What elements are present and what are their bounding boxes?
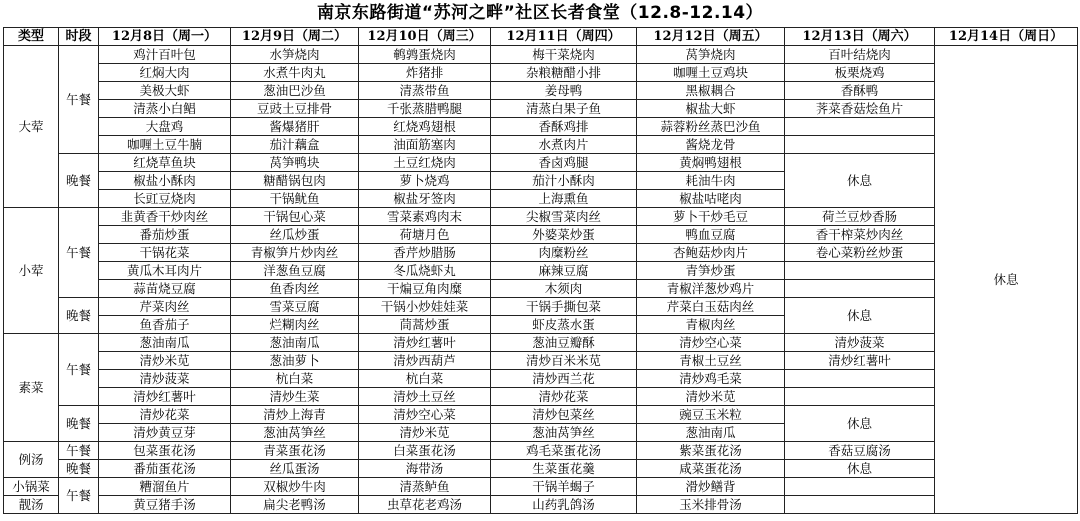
dish-cell: 青椒肉丝 xyxy=(637,316,785,334)
table-row xyxy=(4,334,1078,352)
dish-cell: 土豆红烧肉 xyxy=(359,154,491,172)
dish-cell: 清炒上海青 xyxy=(231,406,359,424)
dish-cell: 休息 xyxy=(785,460,935,478)
dish-cell: 葱油南瓜 xyxy=(99,334,231,352)
dish-cell: 清炒红薯叶 xyxy=(99,388,231,406)
dish-cell: 清炒米苋 xyxy=(359,424,491,442)
dish-cell: 虫草花老鸡汤 xyxy=(359,496,491,514)
dish-cell: 水煮肉片 xyxy=(491,136,637,154)
dish-cell: 葱油豆瓣酥 xyxy=(491,334,637,352)
dish-cell: 干锅小炒娃娃菜 xyxy=(359,298,491,316)
dish-cell xyxy=(785,496,935,514)
dish-cell: 咖喱土豆鸡块 xyxy=(637,64,785,82)
menu-table xyxy=(3,27,1078,514)
dish-cell: 丝瓜炒蛋 xyxy=(231,226,359,244)
dish-cell: 青笋炒蛋 xyxy=(637,262,785,280)
table-row xyxy=(4,442,1078,460)
dish-cell: 香干榨菜炒肉丝 xyxy=(785,226,935,244)
dish-cell: 萝卜烧鸡 xyxy=(359,172,491,190)
dish-cell: 清炒空心菜 xyxy=(359,406,491,424)
dish-cell: 黑椒耦合 xyxy=(637,82,785,100)
dish-cell: 椒盐小酥肉 xyxy=(99,172,231,190)
dish-cell: 莴笋烧肉 xyxy=(637,46,785,64)
dish-cell: 海带汤 xyxy=(359,460,491,478)
table-row xyxy=(4,154,1078,172)
dish-cell: 清炒黄豆芽 xyxy=(99,424,231,442)
dish-cell: 番茄蛋花汤 xyxy=(99,460,231,478)
table-row xyxy=(4,46,1078,64)
table-row xyxy=(4,298,1078,316)
dish-cell: 黄瓜木耳肉片 xyxy=(99,262,231,280)
dish-cell: 麻辣豆腐 xyxy=(491,262,637,280)
table-row xyxy=(4,226,1078,244)
category-cell: 例汤 xyxy=(4,442,59,478)
category-cell: 大荤 xyxy=(4,46,59,208)
dish-cell: 糖醋锅包肉 xyxy=(231,172,359,190)
header-day-tue: 12月9日（周二） xyxy=(231,28,359,46)
dish-cell: 冬瓜烧虾丸 xyxy=(359,262,491,280)
dish-cell: 葱油萝卜 xyxy=(231,352,359,370)
dish-cell: 糟溜鱼片 xyxy=(99,478,231,496)
dish-cell: 红烧鸡翅根 xyxy=(359,118,491,136)
dish-cell: 白菜蛋花汤 xyxy=(359,442,491,460)
dish-cell: 鸡毛菜蛋花汤 xyxy=(491,442,637,460)
dish-cell: 丝瓜蛋汤 xyxy=(231,460,359,478)
dish-cell: 茄汁藕盒 xyxy=(231,136,359,154)
dish-cell: 杭白菜 xyxy=(359,370,491,388)
meal-cell: 晚餐 xyxy=(59,298,99,334)
dish-cell: 鱼香茄子 xyxy=(99,316,231,334)
header-day-sat: 12月13日（周六） xyxy=(785,28,935,46)
dish-cell: 咸菜蛋花汤 xyxy=(637,460,785,478)
dish-cell: 青椒洋葱炒鸡片 xyxy=(637,280,785,298)
dish-cell: 葱油南瓜 xyxy=(637,424,785,442)
dish-cell: 洋葱鱼豆腐 xyxy=(231,262,359,280)
dish-cell: 外婆菜炒蛋 xyxy=(491,226,637,244)
saturday-rest-cell: 休息 xyxy=(785,298,935,334)
dish-cell: 芹菜白玉菇肉丝 xyxy=(637,298,785,316)
dish-cell: 茼蒿炒蛋 xyxy=(359,316,491,334)
dish-cell: 双椒炒牛肉 xyxy=(231,478,359,496)
dish-cell: 杏鲍菇炒肉片 xyxy=(637,244,785,262)
dish-cell: 荠菜香菇烩鱼片 xyxy=(785,100,935,118)
table-row xyxy=(4,280,1078,298)
meal-cell: 午餐 xyxy=(59,334,99,406)
dish-cell: 虾皮蒸水蛋 xyxy=(491,316,637,334)
dish-cell: 葱油莴笋丝 xyxy=(231,424,359,442)
dish-cell xyxy=(785,262,935,280)
table-row xyxy=(4,136,1078,154)
dish-cell: 韭黄香干炒肉丝 xyxy=(99,208,231,226)
dish-cell: 萝卜干炒毛豆 xyxy=(637,208,785,226)
dish-cell: 香卤鸡腿 xyxy=(491,154,637,172)
dish-cell: 椒盐大虾 xyxy=(637,100,785,118)
dish-cell: 酱烧龙骨 xyxy=(637,136,785,154)
dish-cell: 咖喱土豆牛腩 xyxy=(99,136,231,154)
table-row xyxy=(4,478,1078,496)
dish-cell: 鸭血豆腐 xyxy=(637,226,785,244)
dish-cell: 葱油巴沙鱼 xyxy=(231,82,359,100)
dish-cell: 尖椒雪菜肉丝 xyxy=(491,208,637,226)
category-cell: 小锅菜 xyxy=(4,478,59,496)
dish-cell: 干锅手撕包菜 xyxy=(491,298,637,316)
dish-cell: 青椒笋片炒肉丝 xyxy=(231,244,359,262)
dish-cell: 豆豉土豆排骨 xyxy=(231,100,359,118)
header-type: 类型 xyxy=(4,28,59,46)
table-row xyxy=(4,64,1078,82)
page-title: 南京东路街道“苏河之畔”社区长者食堂（12.8-12.14） xyxy=(316,3,764,23)
dish-cell: 蒜苗烧豆腐 xyxy=(99,280,231,298)
dish-cell: 肉糜粉丝 xyxy=(491,244,637,262)
meal-cell: 午餐 xyxy=(59,208,99,298)
dish-cell: 上海熏鱼 xyxy=(491,190,637,208)
table-row xyxy=(4,388,1078,406)
dish-cell: 耗油牛肉 xyxy=(637,172,785,190)
dish-cell xyxy=(785,280,935,298)
table-row xyxy=(4,118,1078,136)
dish-cell: 莴笋鸭块 xyxy=(231,154,359,172)
dish-cell: 板栗烧鸡 xyxy=(785,64,935,82)
dish-cell: 黄豆猪手汤 xyxy=(99,496,231,514)
dish-cell: 黄焖鸭翅根 xyxy=(637,154,785,172)
dish-cell: 香芹炒腊肠 xyxy=(359,244,491,262)
dish-cell: 干锅鱿鱼 xyxy=(231,190,359,208)
dish-cell: 清炒包菜丝 xyxy=(491,406,637,424)
header-row xyxy=(4,28,1078,46)
dish-cell: 雪菜素鸡肉末 xyxy=(359,208,491,226)
dish-cell: 清炒空心菜 xyxy=(637,334,785,352)
dish-cell: 清炒百米米苋 xyxy=(491,352,637,370)
dish-cell: 梅干菜烧肉 xyxy=(491,46,637,64)
category-cell: 小荤 xyxy=(4,208,59,334)
dish-cell xyxy=(785,118,935,136)
meal-cell: 晚餐 xyxy=(59,406,99,442)
dish-cell: 清炒生菜 xyxy=(231,388,359,406)
dish-cell: 鹌鹑蛋烧肉 xyxy=(359,46,491,64)
dish-cell: 清炒红薯叶 xyxy=(785,352,935,370)
dish-cell: 豌豆玉米粒 xyxy=(637,406,785,424)
dish-cell: 干锅羊蝎子 xyxy=(491,478,637,496)
dish-cell: 美极大虾 xyxy=(99,82,231,100)
dish-cell: 清蒸白果子鱼 xyxy=(491,100,637,118)
table-row xyxy=(4,262,1078,280)
dish-cell: 卷心菜粉丝炒蛋 xyxy=(785,244,935,262)
dish-cell: 干锅花菜 xyxy=(99,244,231,262)
dish-cell: 荷兰豆炒香肠 xyxy=(785,208,935,226)
dish-cell: 油面筋塞肉 xyxy=(359,136,491,154)
dish-cell: 清炒花菜 xyxy=(491,388,637,406)
saturday-rest-cell: 休息 xyxy=(785,406,935,442)
dish-cell: 清炒红薯叶 xyxy=(359,334,491,352)
table-row xyxy=(4,352,1078,370)
table-row xyxy=(4,82,1078,100)
dish-cell: 杂粮糖醋小排 xyxy=(491,64,637,82)
dish-cell: 香酥鸭 xyxy=(785,82,935,100)
header-day-thu: 12月11日（周四） xyxy=(491,28,637,46)
dish-cell: 酱爆猪肝 xyxy=(231,118,359,136)
saturday-rest-cell: 休息 xyxy=(785,154,935,208)
dish-cell: 蒜蓉粉丝蒸巴沙鱼 xyxy=(637,118,785,136)
dish-cell: 姜母鸭 xyxy=(491,82,637,100)
category-cell: 素菜 xyxy=(4,334,59,442)
dish-cell xyxy=(785,136,935,154)
header-day-wed: 12月10日（周三） xyxy=(359,28,491,46)
dish-cell: 千张蒸腊鸭腿 xyxy=(359,100,491,118)
dish-cell: 炸猪排 xyxy=(359,64,491,82)
header-day-sun: 12月14日（周日） xyxy=(935,28,1078,46)
dish-cell: 长豇豆烧肉 xyxy=(99,190,231,208)
dish-cell: 香酥鸡排 xyxy=(491,118,637,136)
dish-cell: 清炒西兰花 xyxy=(491,370,637,388)
table-row xyxy=(4,406,1078,424)
dish-cell: 滑炒鳝背 xyxy=(637,478,785,496)
dish-cell: 大盘鸡 xyxy=(99,118,231,136)
dish-cell: 番茄炒蛋 xyxy=(99,226,231,244)
dish-cell: 雪菜豆腐 xyxy=(231,298,359,316)
dish-cell: 清蒸鲈鱼 xyxy=(359,478,491,496)
meal-cell: 午餐 xyxy=(59,46,99,154)
dish-cell: 清蒸小白鲳 xyxy=(99,100,231,118)
header-day-fri: 12月12日（周五） xyxy=(637,28,785,46)
dish-cell: 生菜蛋花羹 xyxy=(491,460,637,478)
dish-cell xyxy=(785,388,935,406)
meal-cell: 午餐 xyxy=(59,442,99,460)
dish-cell: 荷塘月色 xyxy=(359,226,491,244)
header-period: 时段 xyxy=(59,28,99,46)
dish-cell: 干锅包心菜 xyxy=(231,208,359,226)
dish-cell: 水笋烧肉 xyxy=(231,46,359,64)
table-row xyxy=(4,100,1078,118)
dish-cell: 青椒土豆丝 xyxy=(637,352,785,370)
dish-cell: 葱油南瓜 xyxy=(231,334,359,352)
dish-cell: 鸡汁百叶包 xyxy=(99,46,231,64)
dish-cell: 水煮牛肉丸 xyxy=(231,64,359,82)
dish-cell: 清蒸带鱼 xyxy=(359,82,491,100)
dish-cell: 山药乳鸽汤 xyxy=(491,496,637,514)
table-row xyxy=(4,370,1078,388)
dish-cell: 清炒鸡毛菜 xyxy=(637,370,785,388)
dish-cell: 紫菜蛋花汤 xyxy=(637,442,785,460)
dish-cell: 包菜蛋花汤 xyxy=(99,442,231,460)
dish-cell: 清炒西葫芦 xyxy=(359,352,491,370)
table-row xyxy=(4,244,1078,262)
dish-cell: 扁尖老鸭汤 xyxy=(231,496,359,514)
dish-cell: 青菜蛋花汤 xyxy=(231,442,359,460)
dish-cell: 烂糊肉丝 xyxy=(231,316,359,334)
dish-cell: 百叶结烧肉 xyxy=(785,46,935,64)
dish-cell: 清炒菠菜 xyxy=(99,370,231,388)
dish-cell: 木须肉 xyxy=(491,280,637,298)
dish-cell: 干煸豆角肉糜 xyxy=(359,280,491,298)
dish-cell: 红烧草鱼块 xyxy=(99,154,231,172)
meal-cell: 午餐 xyxy=(59,478,99,514)
dish-cell: 杭白菜 xyxy=(231,370,359,388)
table-row xyxy=(4,208,1078,226)
category-cell: 靓汤 xyxy=(4,496,59,514)
dish-cell: 玉米排骨汤 xyxy=(637,496,785,514)
dish-cell: 清炒米苋 xyxy=(99,352,231,370)
table-row xyxy=(4,460,1078,478)
dish-cell: 芹菜肉丝 xyxy=(99,298,231,316)
dish-cell: 红焖大肉 xyxy=(99,64,231,82)
dish-cell: 香菇豆腐汤 xyxy=(785,442,935,460)
meal-cell: 晚餐 xyxy=(59,460,99,478)
dish-cell: 清炒花菜 xyxy=(99,406,231,424)
dish-cell: 椒盐咕咾肉 xyxy=(637,190,785,208)
dish-cell xyxy=(785,370,935,388)
table-row xyxy=(4,496,1078,514)
dish-cell: 清炒菠菜 xyxy=(785,334,935,352)
dish-cell xyxy=(785,478,935,496)
meal-cell: 晚餐 xyxy=(59,154,99,208)
dish-cell: 葱油莴笋丝 xyxy=(491,424,637,442)
dish-cell: 茄汁小酥肉 xyxy=(491,172,637,190)
dish-cell: 鱼香肉丝 xyxy=(231,280,359,298)
dish-cell: 清炒土豆丝 xyxy=(359,388,491,406)
sunday-rest-cell: 休息 xyxy=(935,46,1078,514)
dish-cell: 椒盐牙签肉 xyxy=(359,190,491,208)
header-day-mon: 12月8日（周一） xyxy=(99,28,231,46)
dish-cell: 清炒米苋 xyxy=(637,388,785,406)
